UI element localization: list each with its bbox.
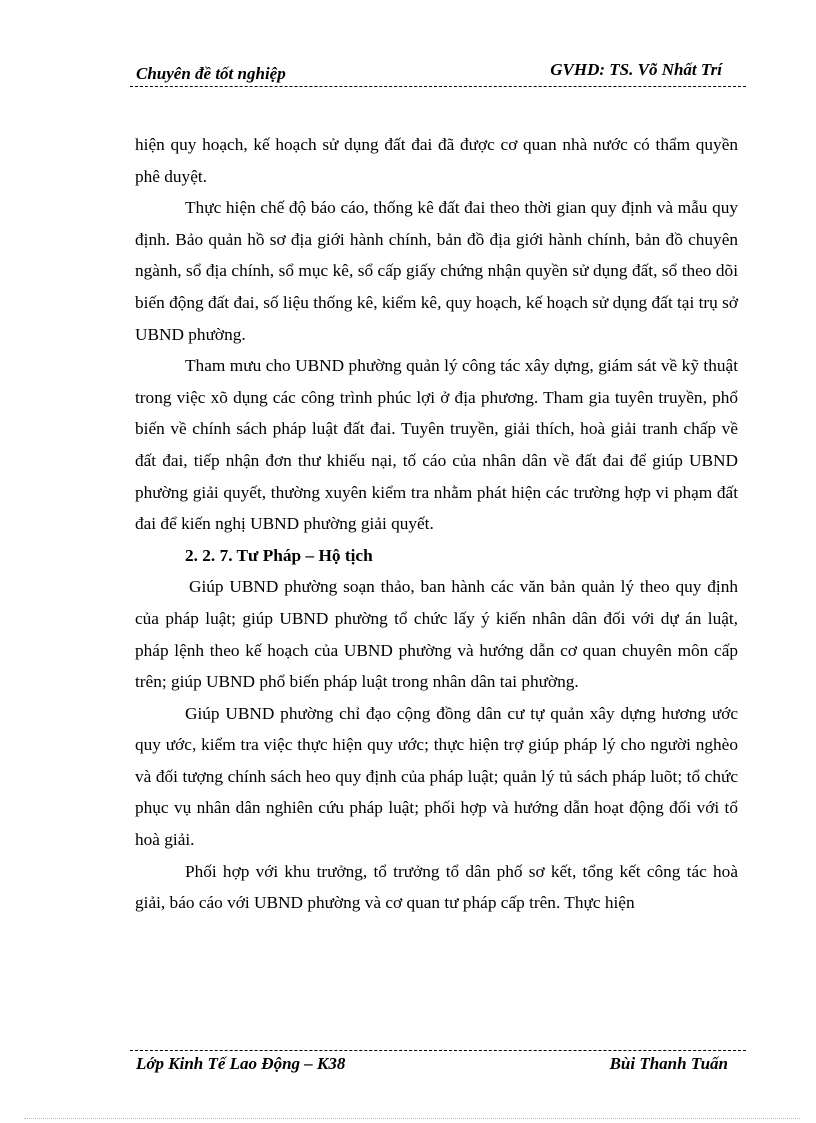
header-advisor: GVHD: TS. Võ Nhất Trí [550, 60, 722, 79]
footer-author: Bùi Thanh Tuấn [609, 1054, 728, 1073]
page-bottom-edge [24, 1118, 800, 1119]
header-divider [130, 86, 746, 87]
footer-divider [130, 1050, 746, 1051]
paragraph: Giúp UBND phường soạn thảo, ban hành các văn bản quản lý theo quy định của pháp luật; giúp UBND phường tổ chức lấy ý kiến nhân dân đối với dự án luật, pháp lệnh theo kế hoạch của UBND phường và hướng dẫn cơ quan chuyên môn cấp trên; giúp UBND phổ biến pháp luật trong nhân dân tai phường. [135, 577, 738, 692]
paragraph: Thực hiện chế độ báo cáo, thống kê đất đai theo thời gian quy định và mẫu quy định. Bảo quản hồ sơ địa giới hành chính, bản đồ địa giới hành chính, bản đồ chuyên ngành, sổ địa chính, sổ mục kê, sổ cấp giấy chứng nhận quyền sử dụng đất, sổ theo dõi biến động đất đai, số liệu thống kê, kiểm kê, quy hoạch, kế hoạch sử dụng đất tại trụ sở UBND phường. [135, 198, 738, 344]
paragraph: Tham mưu cho UBND phường quản lý công tác xây dựng, giám sát về kỹ thuật trong việc xõ dụng các công trình phúc lợi ở địa phương. Tham gia tuyên truyền, phổ biến về chính sách pháp luật đất đai. Tuyên truyền, giải thích, hoà giải tranh chấp về đất đai, tiếp nhận đơn thư khiếu nại, tố cáo của nhân dân về đất đai để giúp UBND phường giải quyết, thường xuyên kiểm tra nhằm phát hiện các trường hợp vi phạm đất đai để kiến nghị UBND phường giải quyết. [135, 356, 738, 534]
paragraph: Phối hợp với khu trưởng, tổ trưởng tổ dân phố sơ kết, tổng kết công tác hoà giải, báo cáo với UBND phường và cơ quan tư pháp cấp trên. Thực hiện [135, 861, 738, 913]
footer-class-name: Lớp Kinh Tế Lao Động – K38 [136, 1054, 346, 1073]
header-document-title: Chuyên đề tốt nghiệp [136, 64, 286, 83]
section-heading: 2. 2. 7. Tư Pháp – Hộ tịch [185, 545, 373, 565]
page-footer [130, 1054, 742, 1084]
page-header [130, 58, 742, 88]
paragraph: hiện quy hoạch, kế hoạch sử dụng đất đai đã được cơ quan nhà nước có thẩm quyền phê duyệt. [135, 135, 738, 186]
paragraph: Giúp UBND phường chỉ đạo cộng đồng dân cư tự quản xây dựng hương ước quy ước, kiểm tra việc thực hiện quy ước; thực hiện trợ giúp pháp lý cho người nghèo và đối tượng chính sách heo quy định của pháp luật; quản lý tủ sách pháp luõt; tổ chức phục vụ nhân dân nghiên cứu pháp luật; phối hợp và hướng dẫn hoạt động đối với tổ hoà giải. [135, 703, 738, 850]
document-body [135, 129, 738, 919]
